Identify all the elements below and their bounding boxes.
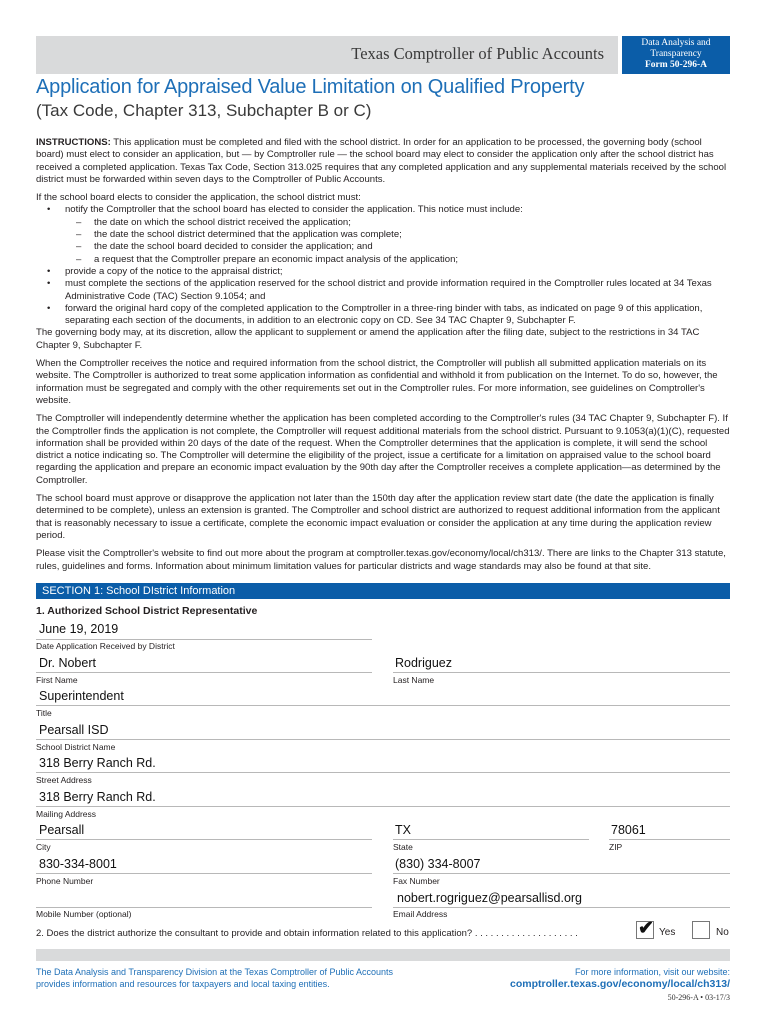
phone-number-field[interactable]: 830-334-8001 bbox=[39, 857, 117, 871]
last-name-label: Last Name bbox=[393, 675, 435, 685]
instructions-list-close: The governing body may, at its discretion, allow the applicant to supplement or amend the application after the filing date, subject to the restrictions in 34 TAC Chapter 9, Subchapter F. bbox=[36, 327, 700, 351]
city-field[interactable]: Pearsall bbox=[39, 823, 85, 837]
badge-form-number: Form 50-296-A bbox=[645, 60, 707, 70]
field-underline bbox=[393, 672, 730, 673]
instructions-body bbox=[36, 137, 730, 579]
instructions-paragraph-6: Please visit the Comptroller's website to find out more about the program at comptroller.texas.gov/economy/local/ch313/. There are links to the Chapter 313 statute, rules, guidelines and forms. Information about minimum limitation values for particular districts and wage standards may also be found at that site. bbox=[36, 548, 726, 572]
mobile-number-label: Mobile Number (optional) bbox=[36, 909, 132, 919]
footer-bar bbox=[36, 949, 730, 961]
list-item: • must complete the sections of the application reserved for the school district and provide information required in the Comptroller rules located at 34 Texas Administrative Code (TAC) Section 9.1054; and bbox=[36, 278, 730, 303]
list-item: – the date on which the school district received the application; bbox=[36, 217, 730, 229]
footer-website-intro: For more information, visit our website: bbox=[574, 967, 730, 977]
instructions-paragraph-3: When the Comptroller receives the notice and required information from the school district, the Comptroller will publish all submitted application materials on its website. The Comptroller is authorized to treat some application information as confidential and withhold it from publication on the Internet. To do so, however, the information must be segregated and comply with the other requirements set out in the Comptroller rules. For more information, see guidelines on Comptroller's website. bbox=[36, 358, 718, 406]
footer-website-link[interactable]: comptroller.texas.gov/economy/local/ch313/ bbox=[509, 978, 730, 990]
agency-name: Texas Comptroller of Public Accounts bbox=[351, 44, 604, 63]
field-underline bbox=[609, 839, 730, 840]
street-address-label: Street Address bbox=[36, 775, 92, 785]
field-underline bbox=[36, 639, 372, 640]
instructions-text: This application must be completed and filed with the school district. In order for an application to be processed, the governing body (school board) must elect to consider an application, but — by Comptroller rule — the school board may elect to consider the application only after the school district has received a completed application. Texas Tax Code, Section 313.025 requires that any completed application and any supplemental materials received by the school district must be forwarded within seven days to the Comptroller of Public Accounts. bbox=[36, 137, 727, 185]
no-label: No bbox=[716, 927, 729, 938]
yes-label: Yes bbox=[659, 927, 676, 938]
list-item: – a request that the Comptroller prepare an economic impact analysis of the application; bbox=[36, 254, 730, 266]
instructions-paragraph-4: The Comptroller will independently determine whether the application has been completed according to the Comptroller's rules (34 TAC Chapter 9, Subchapter F). If the Comptroller finds the application is not complete, the Comptroller will request additional materials from the school district. Pursuant to 9.1053(a)(1)(C), requested information shall be provided within 20 days of the date of the request. When the Comptroller determines that the application is complete, it will send the school district a notice indicating so. The Comptroller will determine the eligibility of the project, issue a certificate for a limitation on appraised value to the school board regarding the application and prepare an economic impact evaluation by the 90th day after the Comptroller receives a complete application—as determined by the Comptroller. bbox=[36, 413, 730, 486]
field-underline bbox=[36, 839, 372, 840]
question-2-text: 2. Does the district authorize the consultant to provide and obtain information related to this application? . . . . . . . . . . . . . . . . . . . . bbox=[36, 928, 578, 939]
zip-label: ZIP bbox=[609, 842, 623, 852]
mailing-address-label: Mailing Address bbox=[36, 809, 97, 819]
instructions-paragraph-5: The school board must approve or disapprove the application not later than the 150th day after the application review start date (the date the application is finally determined to be complete), unless an extension is granted. The Comptroller and school district are authorized to request additional information from the applicant that is reasonably necessary to issue a certificate, complete the economic impact evaluation or consider the application at any time during the application review period. bbox=[36, 493, 720, 541]
date-received-label: Date Application Received by District bbox=[36, 641, 175, 651]
field-underline bbox=[36, 806, 730, 807]
title-field[interactable]: Superintendent bbox=[39, 689, 124, 703]
instructions-label: INSTRUCTIONS: bbox=[36, 137, 111, 148]
mailing-address-field[interactable]: 318 Berry Ranch Rd. bbox=[39, 790, 156, 804]
city-label: City bbox=[36, 842, 51, 852]
first-name-label: First Name bbox=[36, 675, 78, 685]
instructions-list-intro: If the school board elects to consider the application, the school district must: bbox=[36, 192, 361, 204]
page-subtitle: (Tax Code, Chapter 313, Subchapter B or C) bbox=[36, 101, 372, 120]
footer-description-line2: provides information and resources for taxpayers and local taxing entities. bbox=[36, 979, 330, 989]
instructions-paragraph-1 bbox=[36, 137, 730, 186]
field-underline bbox=[36, 907, 372, 908]
header-bar bbox=[36, 36, 618, 74]
last-name-field[interactable]: Rodriguez bbox=[395, 656, 452, 670]
field-underline bbox=[36, 739, 730, 740]
zip-field[interactable]: 78061 bbox=[611, 823, 646, 837]
footer-description-line1: The Data Analysis and Transparency Division at the Texas Comptroller of Public Accounts bbox=[36, 967, 394, 977]
field-underline bbox=[36, 873, 372, 874]
form-badge bbox=[622, 36, 730, 74]
question-1-label: 1. Authorized School District Representative bbox=[36, 605, 258, 617]
district-duties-list bbox=[36, 204, 730, 327]
list-item: – the date the school board decided to consider the application; and bbox=[36, 241, 730, 253]
email-address-field[interactable]: nobert.rogriguez@pearsallisd.org bbox=[397, 891, 583, 905]
field-underline bbox=[36, 705, 730, 706]
yes-checkbox[interactable] bbox=[636, 918, 654, 939]
first-name-field[interactable]: Dr. Nobert bbox=[39, 656, 96, 670]
fax-number-label: Fax Number bbox=[393, 876, 440, 886]
street-address-field[interactable]: 318 Berry Ranch Rd. bbox=[39, 756, 156, 770]
school-district-name-field[interactable]: Pearsall ISD bbox=[39, 723, 109, 737]
field-underline bbox=[393, 907, 730, 908]
form-revision-code: 50-296-A • 03-17/3 bbox=[667, 993, 730, 1002]
section-1-heading: SECTION 1: School DIstrict Information bbox=[36, 583, 730, 599]
footer-description bbox=[36, 966, 393, 990]
list-item: – the date the school district determined that the application was complete; bbox=[36, 229, 730, 241]
badge-division-line2: Transparency bbox=[650, 49, 702, 59]
list-item: • notify the Comptroller that the school board has elected to consider the application. This notice must include: bbox=[36, 204, 730, 216]
field-underline bbox=[393, 839, 589, 840]
field-underline bbox=[36, 772, 730, 773]
badge-division-line1: Data Analysis and bbox=[641, 38, 711, 48]
date-received-field[interactable]: June 19, 2019 bbox=[39, 622, 119, 636]
title-label: Title bbox=[36, 708, 52, 718]
state-field[interactable]: TX bbox=[395, 823, 411, 837]
fax-number-field[interactable]: (830) 334-8007 bbox=[395, 857, 481, 871]
state-label: State bbox=[393, 842, 413, 852]
no-checkbox[interactable] bbox=[692, 921, 710, 939]
field-underline bbox=[36, 672, 372, 673]
field-underline bbox=[393, 873, 730, 874]
list-item: • provide a copy of the notice to the appraisal district; bbox=[36, 266, 730, 278]
page-title: Application for Appraised Value Limitation on Qualified Property bbox=[36, 76, 585, 98]
footer-website bbox=[510, 966, 730, 990]
list-item: • forward the original hard copy of the completed application to the Comptroller in a three-ring binder with tabs, as indicated on page 9 of this application, separating each section of the documents, in addition to an electronic copy on CD. See 34 TAC Chapter 9, Subchapter F. bbox=[36, 303, 730, 328]
email-address-label: Email Address bbox=[393, 909, 448, 919]
phone-number-label: Phone Number bbox=[36, 876, 94, 886]
school-district-name-label: School District Name bbox=[36, 742, 116, 752]
checkmark-icon: ✔ bbox=[638, 918, 654, 939]
